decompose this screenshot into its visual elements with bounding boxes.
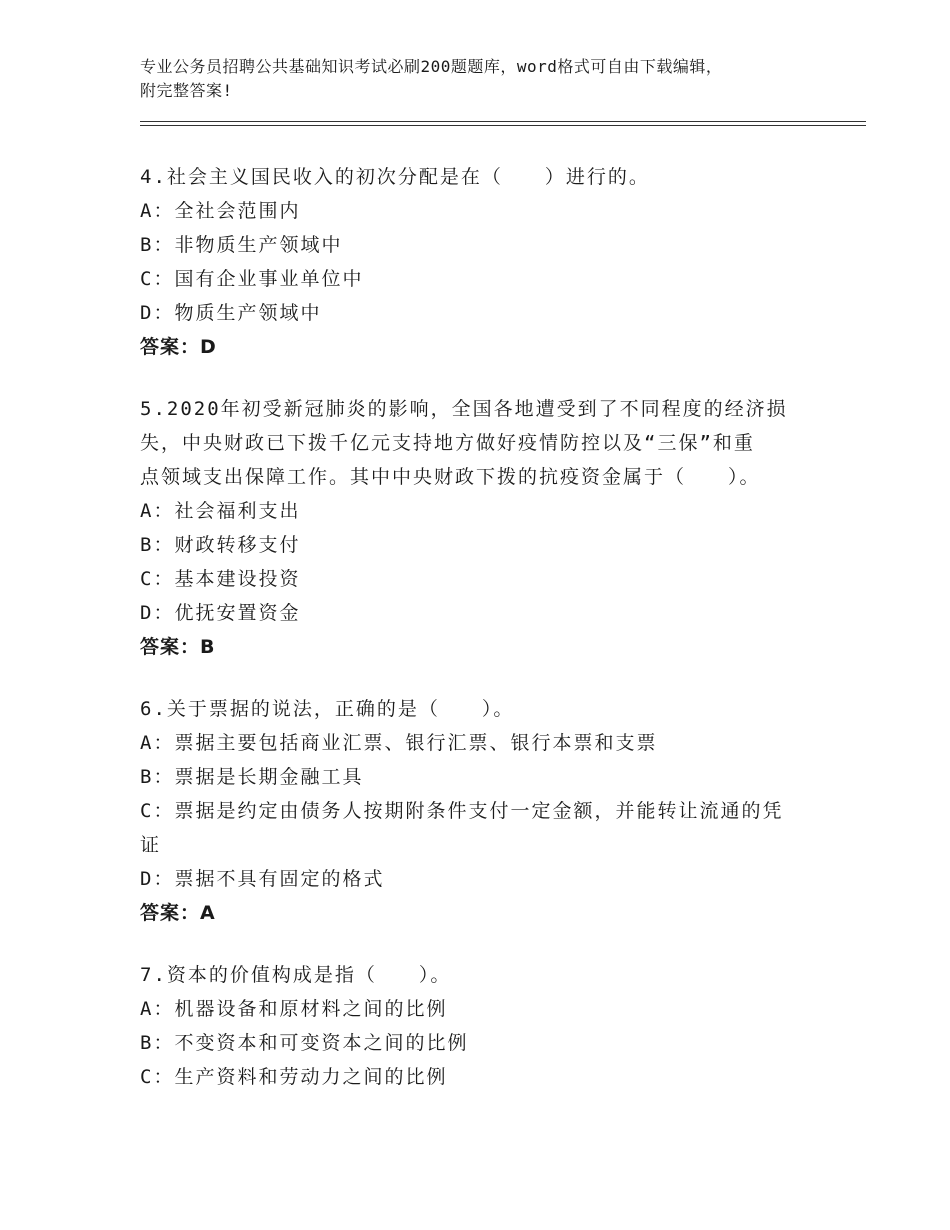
- option-c: C：生产资料和劳动力之间的比例: [140, 1066, 448, 1088]
- header-line-1: 专业公务员招聘公共基础知识考试必刷200题题库，word格式可自由下载编辑，: [140, 57, 723, 76]
- option-b: B：不变资本和可变资本之间的比例: [140, 1032, 469, 1054]
- question-stem: 7.资本的价值构成是指（ ）。: [140, 964, 452, 986]
- option-c: C：国有企业事业单位中: [140, 268, 364, 290]
- option-c: C：票据是约定由债务人按期附条件支付一定金额，并能转让流通的凭: [140, 800, 784, 822]
- answer: 答案：B: [140, 636, 216, 658]
- question-stem: 5.2020年初受新冠肺炎的影响，全国各地遭受到了不同程度的经济损: [140, 398, 788, 420]
- question-stem: 4.社会主义国民收入的初次分配是在（ ）进行的。: [140, 166, 650, 188]
- option-c-continued: 证: [140, 834, 162, 856]
- option-a: A：票据主要包括商业汇票、银行汇票、银行本票和支票: [140, 732, 658, 754]
- option-a: A：全社会范围内: [140, 200, 301, 222]
- header-line-2: 附完整答案!: [140, 81, 233, 100]
- answer: 答案：D: [140, 336, 217, 358]
- question-5: [140, 392, 820, 664]
- option-a: A：社会福利支出: [140, 500, 301, 522]
- question-stem: 6.关于票据的说法，正确的是（ ）。: [140, 698, 515, 720]
- option-d: D：优抚安置资金: [140, 602, 301, 624]
- document-header: [140, 55, 820, 103]
- question-7: [140, 958, 820, 1094]
- option-d: D：票据不具有固定的格式: [140, 868, 385, 890]
- question-list: [140, 160, 820, 1122]
- option-c: C：基本建设投资: [140, 568, 301, 590]
- option-b: B：票据是长期金融工具: [140, 766, 364, 788]
- header-divider-top: [140, 121, 866, 122]
- question-6: [140, 692, 820, 930]
- question-stem: 点领域支出保障工作。其中中央财政下拨的抗疫资金属于（ ）。: [140, 466, 761, 488]
- question-4: [140, 160, 820, 364]
- header-divider-bottom: [140, 125, 866, 126]
- question-stem: 失，中央财政已下拨千亿元支持地方做好疫情防控以及“三保”和重: [140, 432, 755, 454]
- option-a: A：机器设备和原材料之间的比例: [140, 998, 448, 1020]
- option-d: D：物质生产领域中: [140, 302, 322, 324]
- option-b: B：财政转移支付: [140, 534, 301, 556]
- answer: 答案：A: [140, 902, 216, 924]
- option-b: B：非物质生产领域中: [140, 234, 343, 256]
